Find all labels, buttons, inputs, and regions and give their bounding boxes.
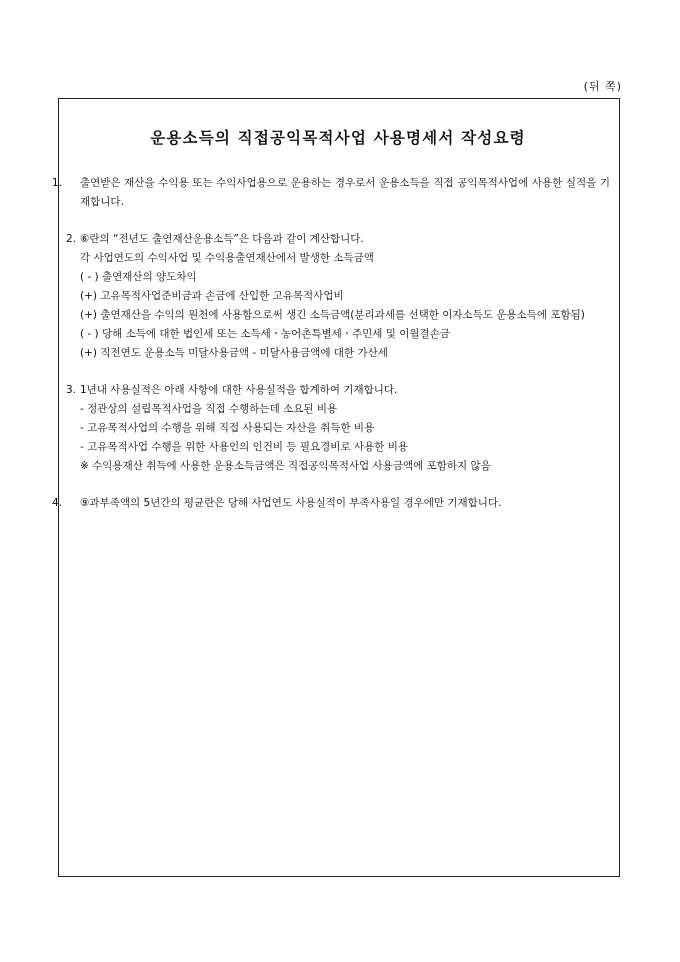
instruction-box [52,98,620,877]
section-1-paragraph [52,174,610,212]
section-1-number: 1. [52,177,63,189]
section-2-number: 2. [66,233,77,245]
section-3-number: 3. [66,384,77,396]
section-3 [66,381,610,476]
section-4-text: ⑨과부족액의 5년간의 평균란은 당해 사업연도 사용실적이 부족사용일 경우에만 기재합니다. [80,497,502,509]
section-2-item: 각 사업연도의 수익사업 및 수익용출연재산에서 발생한 소득금액 [80,252,374,264]
section-2-item: (+) 직전연도 운용소득 미달사용금액 - 미달사용금액에 대한 가산세 [80,347,388,359]
section-4 [52,494,610,513]
section-3-note: ※ 수익용재산 취득에 사용한 운용소득금액은 직접공익목적사업 사용금액에 포함하지 않음 [80,460,491,472]
section-2-item: ( - ) 출연재산의 양도차익 [80,271,197,283]
section-2-item: (+) 고유목적사업준비금과 손금에 산입한 고유목적사업비 [80,290,344,302]
section-4-number: 4. [52,497,63,509]
section-1 [52,174,610,212]
section-4-paragraph [52,494,610,513]
section-3-item: - 고유목적사업의 수행을 위해 직접 사용되는 자산을 취득한 비용 [80,422,375,434]
section-1-text: 출연받은 재산을 수익용 또는 수익사업용으로 운용하는 경우로서 운용소득을 직접 공익목적사업에 사용한 실적을 기재합니다. [80,177,610,208]
section-3-text: 1년내 사용실적은 아래 사항에 대한 사용실적을 합계하여 기재합니다. [80,384,398,396]
section-2-item: ( - ) 당해 소득에 대한 법인세 또는 소득세ㆍ농어촌특별세ㆍ주민세 및 이월결손금 [80,328,450,340]
section-3-item: - 고유목적사업 수행을 위한 사용인의 인건비 등 필요경비로 사용한 비용 [80,441,408,453]
section-2-item: (+) 출연재산을 수익의 원천에 사용함으로써 생긴 소득금액(분리과세를 선택한 이자소득도 운용소득에 포함됨) [80,309,585,321]
document-title: 운용소득의 직접공익목적사업 사용명세서 작성요령 [150,128,526,147]
section-2-heading [66,230,610,249]
page-side-note: (뒤 쪽) [583,80,622,93]
section-2 [66,230,610,363]
section-3-heading [66,381,610,400]
section-2-text: ⑥란의 “전년도 출연재산운용소득”은 다음과 같이 계산합니다. [80,233,364,245]
section-3-item: - 정관상의 설립목적사업을 직접 수행하는데 소요된 비용 [80,403,338,415]
